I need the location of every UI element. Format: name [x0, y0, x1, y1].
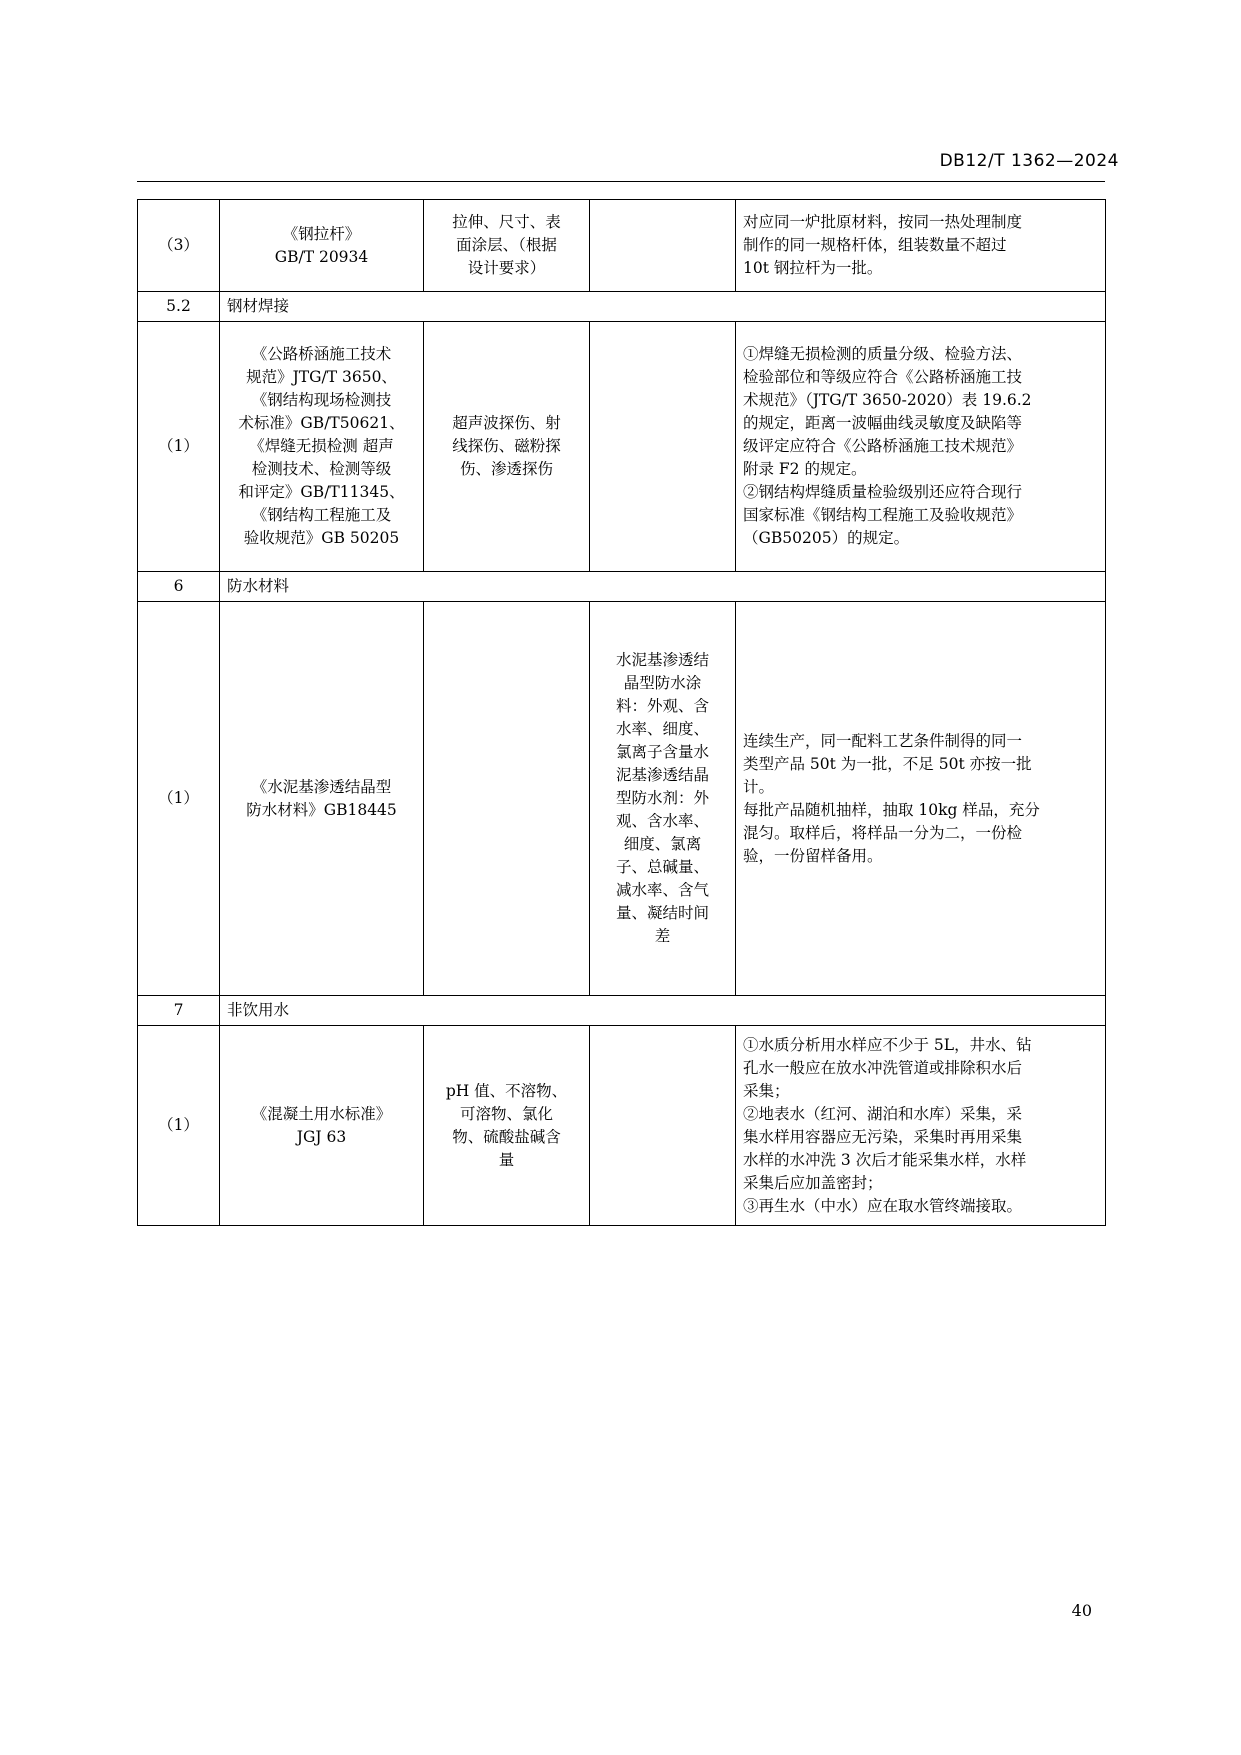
test-items-cell — [424, 322, 590, 572]
cell-text-line: （GB50205）的规定。 — [743, 529, 910, 547]
cell-text-line: 拉伸、尺寸、表 — [452, 213, 561, 231]
section-number: 7 — [138, 996, 220, 1026]
cell-text-line: 差 — [654, 927, 671, 945]
section-title: 防水材料 — [220, 572, 1106, 602]
cell-text-line: ②地表水（红河、湖泊和水库）采集，采 — [743, 1104, 1023, 1123]
cell-text-line: 检验部位和等级应符合《公路桥涵施工技 — [743, 368, 1023, 386]
cell-text-line: 《焊缝无损检测 超声 — [249, 437, 394, 455]
section-row — [138, 996, 1106, 1026]
section-title: 非饮用水 — [220, 996, 1106, 1026]
cell-text-line: 制作的同一规格杆体，组装数量不超过 — [743, 236, 1007, 254]
cell-text-line: 和评定》GB/T11345、 — [238, 483, 405, 501]
cell-text-line: 氯离子含量水 — [615, 743, 709, 761]
cell-text-line: 《公路桥涵施工技术 — [251, 345, 392, 363]
test-items-cell — [424, 200, 590, 292]
cell-text-line: 术规范》（JTG/T 3650-2020）表 19.6.2 — [743, 391, 1032, 409]
cell-text-line: 《钢拉杆》 — [282, 224, 361, 243]
cell-text-line: 伤、渗透探伤 — [459, 460, 553, 478]
header-rule — [137, 181, 1105, 182]
cell-text-line: 防水材料》GB18445 — [246, 800, 397, 819]
cell-text-line: 观、含水率、 — [615, 812, 709, 830]
standard-cell — [220, 1026, 424, 1226]
lab-items-cell — [590, 322, 736, 572]
cell-text-line: 每批产品随机抽样，抽取 10kg 样品，充分 — [743, 800, 1040, 819]
table-row — [138, 200, 1106, 292]
cell-text-line: 超声波探伤、射 — [452, 414, 561, 432]
row-number: （1） — [138, 602, 220, 996]
cell-text-line: GB/T 20934 — [274, 247, 369, 266]
cell-text-line: 可溶物、氯化 — [459, 1104, 553, 1123]
cell-text-line: 晶型防水涂 — [623, 674, 702, 692]
cell-text-line: pH 值、不溶物、 — [445, 1081, 568, 1100]
cell-text-line: 减水率、含气 — [615, 881, 709, 899]
cell-text-line: ③再生水（中水）应在取水管终端接取。 — [743, 1196, 1023, 1215]
sampling-rule-cell — [736, 1026, 1106, 1226]
cell-text-line: 对应同一炉批原材料，按同一热处理制度 — [743, 213, 1023, 231]
table-row — [138, 322, 1106, 572]
cell-text-line: 类型产品 50t 为一批，不足 50t 亦按一批 — [743, 754, 1032, 773]
cell-text-line: 细度、氯离 — [623, 835, 702, 853]
test-items-cell — [424, 602, 590, 996]
sampling-rule-cell — [736, 200, 1106, 292]
cell-text-line: 面涂层、（根据 — [456, 236, 557, 254]
cell-text-line: 物、硫酸盐碱含 — [452, 1127, 561, 1146]
cell-text-line: 《混凝土用水标准》 — [251, 1104, 392, 1123]
cell-text-line: 检测技术、检测等级 — [251, 460, 392, 478]
standard-cell — [220, 602, 424, 996]
cell-text-line: JGJ 63 — [296, 1127, 347, 1146]
sampling-rule-cell — [736, 322, 1106, 572]
cell-text-line: 料：外观、含 — [615, 697, 709, 715]
cell-text-line: 《水泥基渗透结晶型 — [251, 777, 392, 796]
test-items-cell — [424, 1026, 590, 1226]
cell-text-line: ①水质分析用水样应不少于 5L，井水、钻 — [743, 1035, 1032, 1054]
row-number: （1） — [138, 1026, 220, 1226]
cell-text-line: 水率、细度、 — [615, 720, 709, 738]
cell-text-line: 量、凝结时间 — [615, 904, 709, 922]
cell-text-line: 《钢结构工程施工及 — [251, 506, 392, 524]
cell-text-line: 设计要求） — [467, 259, 546, 277]
cell-text-line: 孔水一般应在放水冲洗管道或排除积水后 — [743, 1058, 1023, 1077]
page-number: 40 — [1071, 1601, 1092, 1620]
cell-text-line: 泥基渗透结晶 — [615, 766, 709, 784]
inspection-spec-table — [137, 199, 1106, 1226]
cell-text-line: 线探伤、磁粉探 — [452, 437, 561, 455]
lab-items-cell — [590, 1026, 736, 1226]
standard-cell — [220, 200, 424, 292]
table-row — [138, 602, 1106, 996]
section-title: 钢材焊接 — [220, 292, 1106, 322]
section-number: 6 — [138, 572, 220, 602]
cell-text-line: 验，一份留样备用。 — [743, 846, 883, 865]
row-number: （1） — [138, 322, 220, 572]
cell-text-line: 计。 — [743, 777, 775, 796]
table-row — [138, 1026, 1106, 1226]
cell-text-line: 子、总碱量、 — [615, 858, 709, 876]
cell-text-line: 10t 钢拉杆为一批。 — [743, 259, 883, 277]
cell-text-line: 混匀。取样后，将样品一分为二，一份检 — [743, 823, 1023, 842]
cell-text-line: 规范》JTG/T 3650、 — [246, 368, 397, 386]
standard-cell — [220, 322, 424, 572]
cell-text-line: 水泥基渗透结 — [615, 651, 709, 669]
cell-text-line: 术标准》GB/T50621、 — [238, 414, 405, 432]
section-row — [138, 292, 1106, 322]
cell-text-line: ①焊缝无损检测的质量分级、检验方法、 — [743, 345, 1023, 363]
cell-text-line: 集水样用容器应无污染，采集时再用采集 — [743, 1127, 1023, 1146]
cell-text-line: 《钢结构现场检测技 — [251, 391, 392, 409]
cell-text-line: 附录 F2 的规定。 — [743, 460, 867, 478]
document-code: DB12/T 1362—2024 — [939, 151, 1119, 171]
cell-text-line: 采集后应加盖密封； — [743, 1173, 883, 1192]
cell-text-line: 型防水剂：外 — [615, 789, 709, 807]
cell-text-line: 水样的水冲洗 3 次后才能采集水样，水样 — [743, 1150, 1027, 1169]
cell-text-line: 连续生产，同一配料工艺条件制得的同一 — [743, 731, 1023, 750]
cell-text-line: 级评定应符合《公路桥涵施工技术规范》 — [743, 437, 1023, 455]
sampling-rule-cell — [736, 602, 1106, 996]
cell-text-line: 采集； — [743, 1081, 790, 1100]
cell-text-line: 量 — [498, 1150, 515, 1169]
cell-text-line: 验收规范》GB 50205 — [243, 529, 400, 547]
cell-text-line: ②钢结构焊缝质量检验级别还应符合现行 — [743, 483, 1023, 501]
section-number: 5.2 — [138, 292, 220, 322]
lab-items-cell — [590, 200, 736, 292]
section-row — [138, 572, 1106, 602]
row-number: （3） — [138, 200, 220, 292]
cell-text-line: 的规定，距离一波幅曲线灵敏度及缺陷等 — [743, 414, 1023, 432]
lab-items-cell — [590, 602, 736, 996]
cell-text-line: 国家标准《钢结构工程施工及验收规范》 — [743, 506, 1023, 524]
